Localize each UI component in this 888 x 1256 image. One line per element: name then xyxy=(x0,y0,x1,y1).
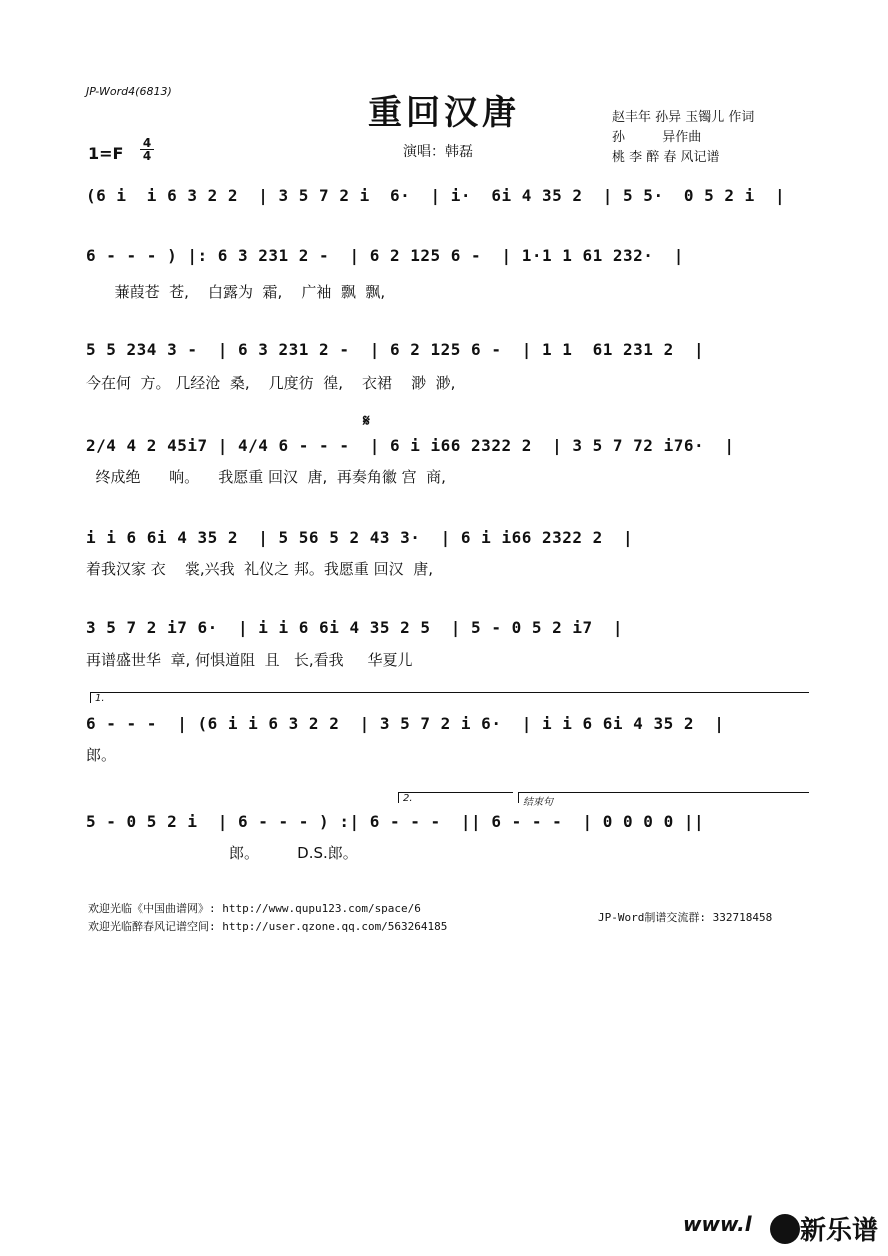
score-line-1: (6 i i 6 3 2 2 | 3 5 7 2 i 6· | i· 6i 4 35 2 | 5 5· 0 5 2 i | xyxy=(86,186,786,205)
lyric-line-7: 郎。 xyxy=(86,746,117,764)
footer-line-1: 欢迎光临《中国曲谱网》: http://www.qupu123.com/space/6 xyxy=(88,902,421,915)
segno-sign: 𝄋 xyxy=(363,411,370,430)
score-line-3: 5 5 234 3 - | 6 3 231 2 - | 6 2 125 6 - | 1 1 61 231 2 | xyxy=(86,340,705,359)
key-signature: 1=F xyxy=(88,144,124,163)
score-line-6: 3 5 7 2 i7 6· | i i 6 6i 4 35 2 5 | 5 - 0 5 2 i7 | xyxy=(86,618,624,637)
brand-name: 新乐谱 xyxy=(800,1216,879,1246)
footer-links xyxy=(88,900,447,936)
second-ending-bracket: 2. xyxy=(398,792,513,803)
lyric-line-8: 郎。 D.S.郎。 xyxy=(86,844,358,862)
footer-line-2: 欢迎光临醉春风记谱空间: http://user.qzone.qq.com/563264185 xyxy=(88,920,448,933)
lyric-line-4: 终成绝 响。 我愿重 回汉 唐, 再奏角徽 宫 商, xyxy=(86,468,446,486)
time-bottom: 4 xyxy=(142,149,152,163)
lyric-line-3: 今在何 方。 几经沧 桑, 几度彷 徨, 衣裙 渺 渺, xyxy=(86,374,456,392)
singer: 演唱：韩磊 xyxy=(403,144,473,160)
score-line-5: i i 6 6i 4 35 2 | 5 56 5 2 43 3· | 6 i i66 2322 2 | xyxy=(86,528,634,547)
credits xyxy=(612,108,754,168)
lyric-line-5: 着我汉家 衣 裳,兴我 礼仪之 邦。我愿重 回汉 唐, xyxy=(86,560,433,578)
transcriber: 桃 李 醉 春 风记谱 xyxy=(612,150,720,165)
lyric-line-2: 蒹葭苍 苍, 白露为 霜, 广袖 飘 飘, xyxy=(86,283,386,301)
software-label: JP-Word4(6813) xyxy=(86,85,172,98)
composer: 孙 异作曲 xyxy=(612,130,702,145)
score-line-8: 5 - 0 5 2 i | 6 - - - ) :| 6 - - - || 6 - - - | 0 0 0 0 || xyxy=(86,812,705,831)
score-line-4: 2/4 4 2 45i7 | 4/4 6 - - - | 6 i i66 2322 2 | 3 5 7 72 i76· | xyxy=(86,436,735,455)
ending-bracket: 结束句 xyxy=(518,792,809,803)
score-line-2: 6 - - - ) |: 6 3 231 2 - | 6 2 125 6 - | 1·1 1 61 232· | xyxy=(86,246,684,265)
time-signature xyxy=(140,137,154,162)
time-top: 4 xyxy=(140,137,154,150)
brand-url: www.l xyxy=(683,1212,752,1236)
footer-group: JP-Word制谱交流群: 332718458 xyxy=(598,911,773,924)
first-ending-bracket: 1. xyxy=(90,692,809,703)
disc-icon xyxy=(770,1214,800,1244)
lyricist: 赵丰年 孙异 玉镯儿 作词 xyxy=(612,110,755,125)
song-title: 重回汉唐 xyxy=(368,93,520,133)
score-line-7: 6 - - - | (6 i i 6 3 2 2 | 3 5 7 2 i 6· | i i 6 6i 4 35 2 | xyxy=(86,714,725,733)
lyric-line-6: 再谱盛世华 章, 何惧道阻 且 长,看我 华夏儿 xyxy=(86,651,413,669)
